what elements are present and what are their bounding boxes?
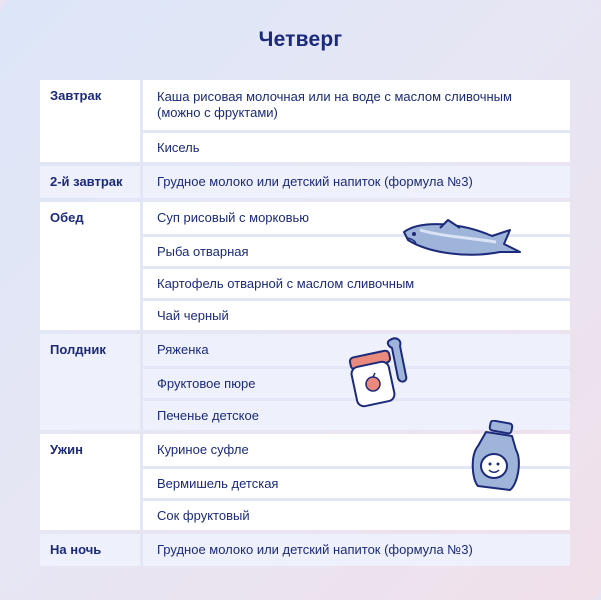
fish-icon xyxy=(400,214,528,270)
meal-items xyxy=(143,166,570,198)
meal-label: Ужин xyxy=(40,434,143,530)
menu-item: Кисель xyxy=(143,130,570,162)
yogurt-bottle-icon xyxy=(468,420,524,494)
menu-item: Рыба отварная xyxy=(143,234,570,266)
menu-item: Грудное молоко или детский напиток (формула №3) xyxy=(143,166,570,198)
menu-item: Грудное молоко или детский напиток (формула №3) xyxy=(143,534,570,566)
meal-label: 2-й завтрак xyxy=(40,166,143,198)
meal-label: На ночь xyxy=(40,534,143,566)
meal-label: Завтрак xyxy=(40,80,143,162)
menu-item: Фруктовое пюре xyxy=(143,366,570,398)
meal-label: Обед xyxy=(40,202,143,330)
meal-label: Полдник xyxy=(40,334,143,430)
menu-item: Каша рисовая молочная или на воде с маслом сливочным (можно с фруктами) xyxy=(143,80,570,130)
menu-item: Суп рисовый с морковью xyxy=(143,202,570,234)
menu-item: Чай черный xyxy=(143,298,570,330)
page-title: Четверг xyxy=(258,28,343,51)
menu-item: Ряженка xyxy=(143,334,570,366)
meal-items xyxy=(143,80,570,162)
menu-item: Картофель отварной с маслом сливочным xyxy=(143,266,570,298)
puree-jar-icon xyxy=(346,336,426,412)
meal-items xyxy=(143,534,570,566)
menu-item: Печенье детское xyxy=(143,398,570,430)
menu-item: Куриное суфле xyxy=(143,434,570,466)
menu-item: Вермишель детская xyxy=(143,466,570,498)
menu-item: Сок фруктовый xyxy=(143,498,570,530)
